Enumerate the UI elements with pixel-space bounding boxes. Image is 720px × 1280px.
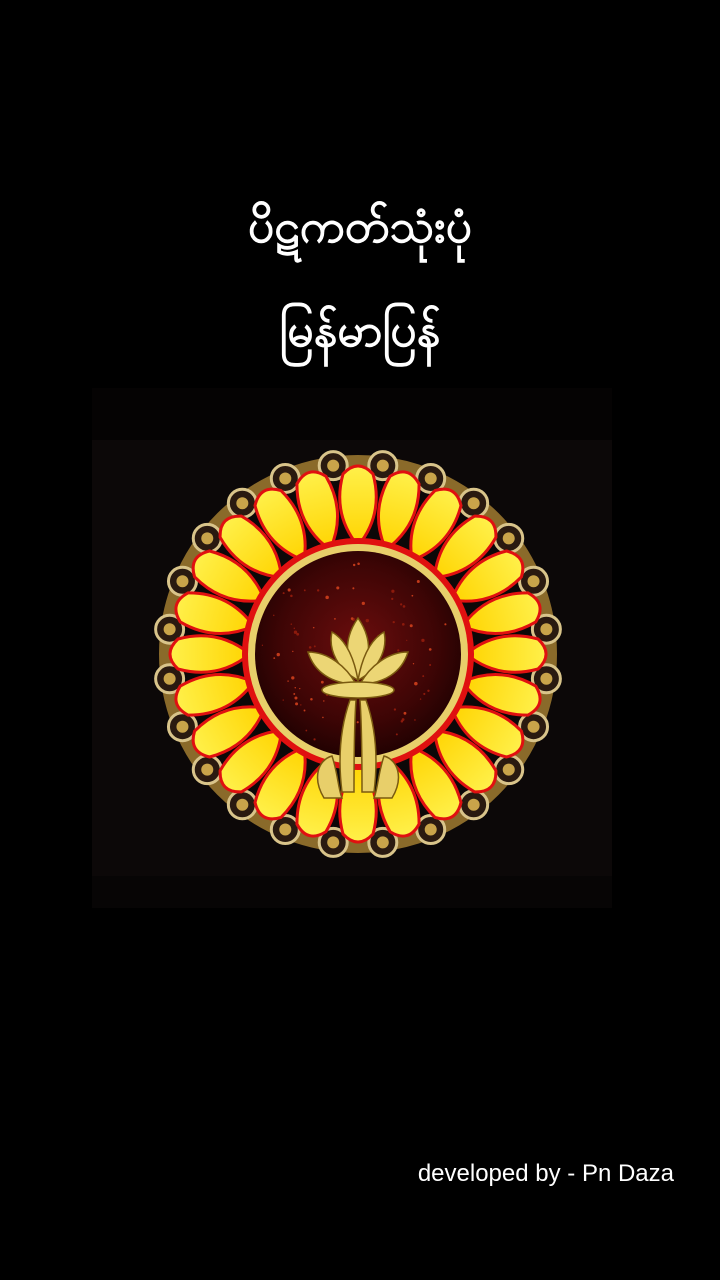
sparkle-dot xyxy=(317,589,319,591)
sparkle-dot xyxy=(262,645,263,646)
emblem-bottom-band xyxy=(92,876,612,908)
sparkle-dot xyxy=(283,699,284,700)
app-title-line-2: မြန်မာပြန် xyxy=(279,303,441,357)
sparkle-dot xyxy=(406,640,407,641)
sparkle-dot xyxy=(393,621,395,623)
sparkle-dot xyxy=(273,615,274,616)
sparkle-dot xyxy=(304,710,306,712)
sparkle-dot xyxy=(295,702,298,705)
app-title-line-1: ပိဋကတ်သုံးပုံ xyxy=(248,199,472,253)
sparkle-dot xyxy=(290,595,293,598)
sparkle-dot xyxy=(394,708,396,710)
sparkle-dot xyxy=(294,631,297,634)
sparkle-dot xyxy=(294,697,297,700)
sparkle-dot xyxy=(313,627,315,629)
sparkle-dot xyxy=(391,598,393,600)
sparkle-dot xyxy=(366,619,369,622)
sparkle-dot xyxy=(323,700,324,701)
sparkle-dot xyxy=(283,592,285,594)
sparkle-dot xyxy=(403,605,406,608)
sparkle-dot xyxy=(400,603,402,605)
sparkle-dot xyxy=(295,687,296,688)
sparkle-dot xyxy=(277,653,280,656)
sparkle-dot xyxy=(402,718,405,721)
ornament-motif xyxy=(193,756,221,784)
sparkle-dot xyxy=(411,595,413,597)
emblem-image xyxy=(92,388,612,908)
sparkle-dot xyxy=(300,704,301,705)
sparkle-dot xyxy=(313,738,315,740)
ornament-motif xyxy=(193,524,221,552)
sparkle-dot xyxy=(397,649,399,651)
ornament-motif xyxy=(495,756,523,784)
sparkle-dot xyxy=(404,712,407,715)
sparkle-dot xyxy=(334,618,336,620)
sparkle-dot xyxy=(353,564,355,566)
developer-credit: developed by - Pn Daza xyxy=(417,1160,674,1187)
sparkle-dot xyxy=(421,639,424,642)
ornament-motif xyxy=(228,791,256,819)
sparkle-dot xyxy=(351,617,354,620)
sparkle-dot xyxy=(288,588,291,591)
emblem-top-band xyxy=(92,388,612,440)
sparkle-dot xyxy=(429,648,432,651)
sparkle-dot xyxy=(417,580,420,583)
sparkle-dot xyxy=(420,698,421,699)
ornament-motif xyxy=(460,791,488,819)
sparkle-dot xyxy=(413,663,414,664)
sparkle-dot xyxy=(410,624,413,627)
sparkle-dot xyxy=(402,623,405,626)
lotus-wheel-emblem-icon xyxy=(92,388,612,908)
sparkle-dot xyxy=(357,721,359,723)
sparkle-dot xyxy=(309,646,312,649)
sparkle-dot xyxy=(304,589,306,591)
sparkle-dot xyxy=(336,586,339,589)
sparkle-dot xyxy=(293,693,295,695)
sparkle-dot xyxy=(305,730,307,732)
sparkle-dot xyxy=(422,675,424,677)
sparkle-dot xyxy=(310,698,313,701)
sparkle-dot xyxy=(287,680,288,681)
ornament-motif xyxy=(460,489,488,517)
sparkle-dot xyxy=(291,623,293,625)
sparkle-dot xyxy=(444,623,446,625)
sparkle-dot xyxy=(414,719,416,721)
sparkle-dot xyxy=(357,562,360,565)
sparkle-dot xyxy=(362,602,365,605)
sparkle-dot xyxy=(423,693,425,695)
sparkle-dot xyxy=(429,664,431,666)
sparkle-dot xyxy=(299,688,300,689)
sparkle-dot xyxy=(396,733,398,735)
lotus-base xyxy=(322,682,394,698)
sparkle-dot xyxy=(314,645,316,647)
sparkle-dot xyxy=(325,596,329,600)
sparkle-dot xyxy=(322,717,324,719)
sparkle-dot xyxy=(273,657,275,659)
sparkle-dot xyxy=(321,681,324,684)
sparkle-dot xyxy=(352,587,354,589)
sparkle-dot xyxy=(291,676,294,679)
sparkle-dot xyxy=(391,590,394,593)
sparkle-dot xyxy=(294,628,295,629)
sparkle-dot xyxy=(414,682,418,686)
sparkle-dot xyxy=(427,690,429,692)
ornament-motif xyxy=(495,524,523,552)
sparkle-dot xyxy=(292,651,293,652)
ornament-motif xyxy=(228,489,256,517)
